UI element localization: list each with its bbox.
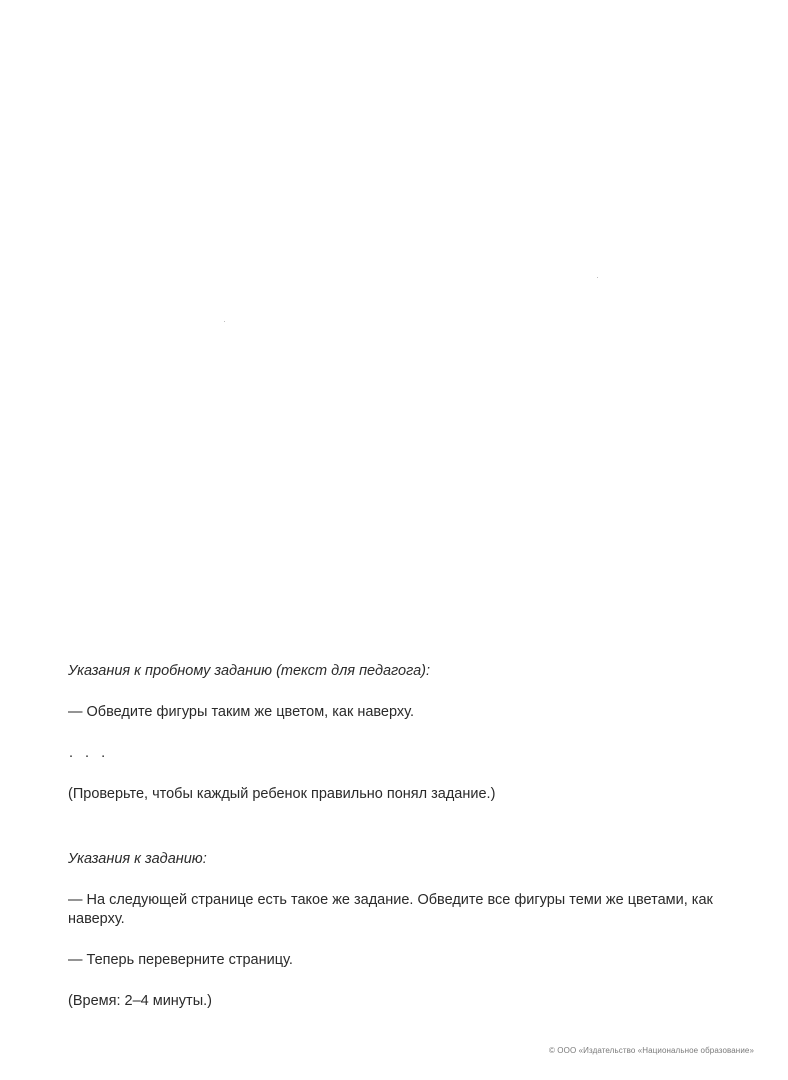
ellipsis: . . . (69, 745, 110, 761)
trial-instruction-line: — Обведите фигуры таким же цветом, как наверху. (68, 704, 414, 720)
task-instruction-turn-page: — Теперь переверните страницу. (68, 952, 293, 968)
scan-speck (224, 321, 225, 322)
trial-note: (Проверьте, чтобы каждый ребенок правильно понял задание.) (68, 786, 496, 802)
trial-instructions-heading: Указания к пробному заданию (текст для педагога): (68, 663, 430, 679)
instructions-block (68, 662, 758, 1011)
task-instruction-line: — На следующей странице есть такое же задание. Обведите все фигуры теми же цветами, как наверху. (68, 892, 713, 927)
task-instructions-heading: Указания к заданию: (68, 851, 207, 867)
task-time: (Время: 2–4 минуты.) (68, 993, 212, 1009)
scan-speck (597, 277, 598, 278)
copyright-footer: © ООО «Издательство «Национальное образование» (548, 1046, 754, 1055)
